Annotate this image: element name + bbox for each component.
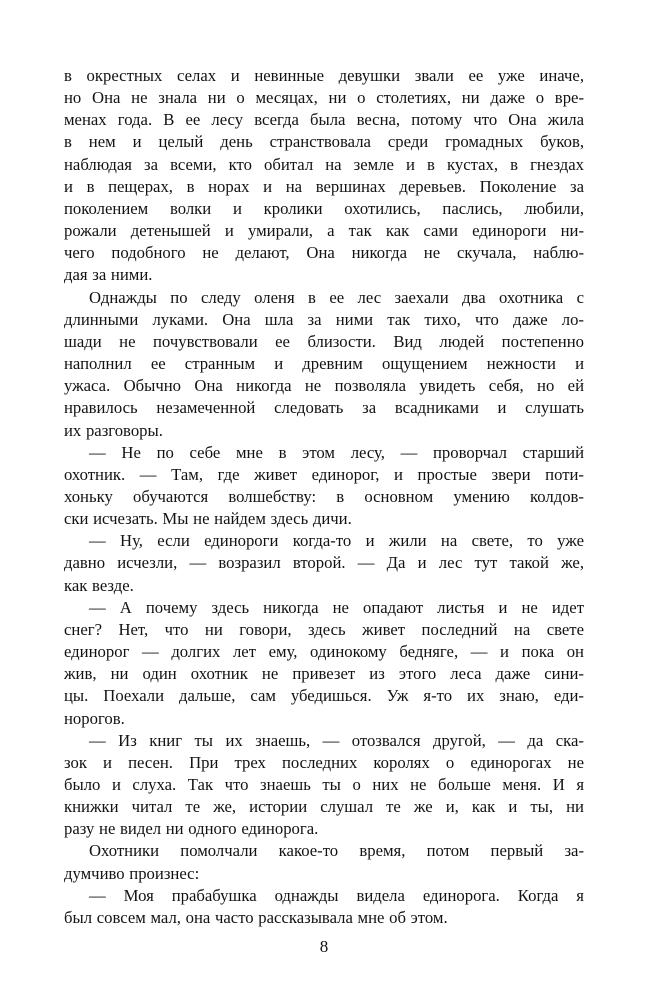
text-line: Охотники помолчали какое-то время, потом первый за-: [89, 841, 584, 861]
text-line: их разговоры.: [64, 420, 163, 440]
text-line: разу не видел ни одного единорога.: [64, 819, 319, 839]
text-line: жив, ни один охотник не привезет из этого леса даже сини-: [64, 664, 584, 684]
text-line: дая за ними.: [64, 265, 153, 285]
text-line: поколением волки и кролики охотились, паслись, любили,: [64, 198, 584, 218]
text-line: как везде.: [64, 575, 134, 595]
text-line: менах года. В ее лесу всегда была весна, потому что Она жила: [64, 110, 584, 130]
text-line: — Моя прабабушка однажды видела единорога. Когда я: [89, 885, 584, 905]
text-line: Однажды по следу оленя в ее лес заехали два охотника с: [89, 287, 584, 307]
text-line: был совсем мал, она часто рассказывала мне об этом.: [64, 907, 448, 927]
text-line: хоньку обучаются волшебству: в основном умению колдов-: [64, 486, 584, 506]
text-line: нравилось незамеченной следовать за всадниками и слушать: [64, 398, 584, 418]
text-line: чего подобного не делают, Она никогда не скучала, наблю-: [64, 243, 584, 263]
text-line: — Из книг ты их знаешь, — отозвался другой, — да ска-: [89, 730, 584, 750]
text-line: в нем и целый день странствовала среди громадных буков,: [64, 132, 584, 152]
text-line: единорог — долгих лет ему, одинокому бедняге, — и пока он: [64, 642, 584, 662]
page-number: 8: [319, 937, 329, 956]
text-line: цы. Поехали дальше, сам убедишься. Уж я-то их знаю, еди-: [64, 686, 584, 706]
text-line: книжки читал те же, истории слушал те же и, как и ты, ни: [64, 797, 584, 817]
text-line: наполнил ее странным и древним ощущением нежности и: [64, 354, 584, 374]
text-line: — Ну, если единороги когда-то и жили на свете, то уже: [89, 531, 584, 551]
text-line: снег? Нет, что ни говори, здесь живет последний на свете: [64, 619, 584, 639]
text-line: длинными луками. Она шла за ними так тихо, что даже ло-: [64, 309, 584, 329]
text-line: наблюдая за всеми, кто обитал на земле и в кустах, в гнездах: [64, 154, 584, 174]
text-line: — А почему здесь никогда не опадают листья и не идет: [89, 597, 584, 617]
text-line: ски исчезать. Мы не найдем здесь дичи.: [64, 509, 352, 529]
text-line: но Она не знала ни о месяцах, ни о столетиях, ни даже о вре-: [64, 88, 584, 108]
page-text: [64, 65, 584, 929]
text-line: было и слуха. Так что знаешь ты о них не больше меня. И я: [64, 775, 584, 794]
text-line: зок и песен. При трех последних королях о единорогах не: [64, 752, 584, 772]
text-line: в окрестных селах и невинные девушки звали ее уже иначе,: [64, 66, 584, 85]
text-line: давно исчезли, — возразил второй. — Да и лес тут такой же,: [64, 553, 584, 573]
text-line: думчиво произнес:: [64, 863, 200, 883]
text-line: — Не по себе мне в этом лесу, — проворчал старший: [89, 442, 584, 462]
text-line: шади не почувствовали ее близости. Вид людей постепенно: [64, 331, 584, 351]
text-line: ужаса. Обычно Она никогда не позволяла увидеть себя, но ей: [64, 376, 584, 396]
text-line: норогов.: [64, 708, 125, 728]
text-line: и в пещерах, в норах и на вершинах деревьев. Поколение за: [64, 176, 584, 196]
text-line: рожали детенышей и умирали, а так как сами единороги ни-: [64, 221, 584, 241]
text-line: охотник. — Там, где живет единорог, и простые звери поти-: [64, 464, 584, 484]
